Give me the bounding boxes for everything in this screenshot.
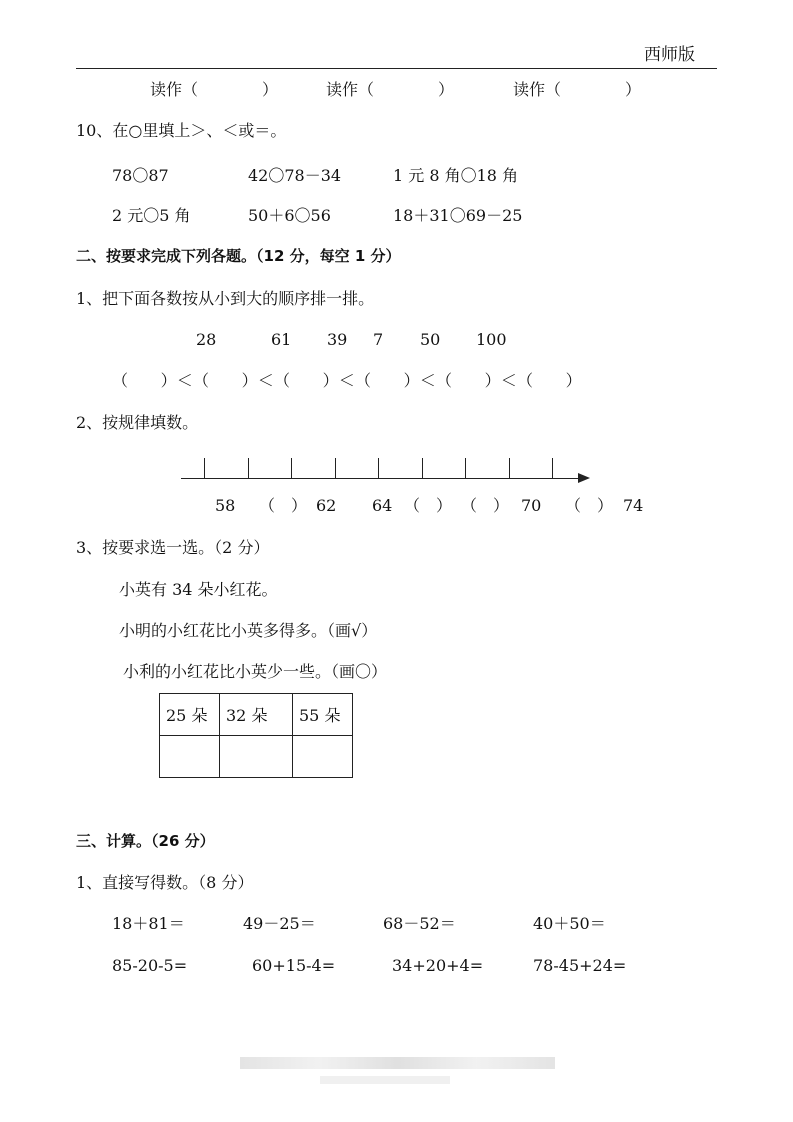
calc-item: 49－25＝ <box>243 914 316 933</box>
table-header-cell: 32 朵 <box>220 694 293 736</box>
q10-title: 10、在○里填上＞、＜或＝。 <box>76 121 287 140</box>
s2-q2-title: 2、按规律填数。 <box>76 413 199 432</box>
footer-watermark <box>320 1076 450 1084</box>
number-line-tick <box>291 458 292 479</box>
read-blank-3: 读作（ ） <box>513 80 642 99</box>
number-item: 61 <box>271 330 292 349</box>
number-line-label: （ ） <box>259 496 308 515</box>
number-line-tick <box>248 458 249 479</box>
number-line-label: （ ） <box>565 496 614 515</box>
number-line-arrow <box>578 473 590 483</box>
s2-q3-title: 3、按要求选一选。（2 分） <box>76 538 270 557</box>
calc-item: 34+20+4= <box>392 956 484 975</box>
number-item: 28 <box>196 330 217 349</box>
table-row <box>160 694 353 736</box>
q10-item: 2 元〇5 角 <box>112 206 191 225</box>
number-line-tick <box>509 458 510 479</box>
read-blank-1: 读作（ ） <box>150 80 279 99</box>
number-line-label: 70 <box>521 496 542 515</box>
number-item: 39 <box>327 330 348 349</box>
choice-table <box>159 693 353 778</box>
table-row <box>160 736 353 778</box>
s2-q3-line: 小英有 34 朵小红花。 <box>119 580 278 599</box>
answer-cell[interactable] <box>220 736 293 778</box>
number-line-label: （ ） <box>404 496 453 515</box>
calc-item: 18＋81＝ <box>112 914 185 933</box>
number-line-tick <box>204 458 205 479</box>
table-header-cell: 55 朵 <box>293 694 353 736</box>
calc-item: 68－52＝ <box>383 914 456 933</box>
number-item: 50 <box>420 330 441 349</box>
calc-item: 60+15-4= <box>252 956 336 975</box>
calc-item: 78-45+24= <box>533 956 627 975</box>
number-line-tick <box>465 458 466 479</box>
s2-q3-line: 小明的小红花比小英多得多。（画√） <box>119 621 378 640</box>
read-blank-2: 读作（ ） <box>326 80 455 99</box>
number-line-axis <box>181 478 583 479</box>
number-line-label: 58 <box>215 496 236 515</box>
number-line-tick <box>335 458 336 479</box>
number-item: 7 <box>373 330 384 349</box>
q10-item: 18＋31〇69－25 <box>393 206 523 225</box>
number-item: 100 <box>476 330 507 349</box>
footer-watermark <box>240 1057 555 1069</box>
s3-q1-title: 1、直接写得数。（8 分） <box>76 873 254 892</box>
s2-q3-line: 小利的小红花比小英少一些。（画〇） <box>123 662 388 681</box>
number-line-label: 62 <box>316 496 337 515</box>
header-divider <box>76 68 717 69</box>
order-row: （ ）＜（ ）＜（ ）＜（ ）＜（ ）＜（ ） <box>112 371 582 390</box>
calc-item: 85-20-5= <box>112 956 188 975</box>
q10-item: 1 元 8 角〇18 角 <box>393 166 519 185</box>
q10-item: 50＋6〇56 <box>248 206 331 225</box>
number-line-label: （ ） <box>461 496 510 515</box>
q10-item: 42〇78－34 <box>248 166 342 185</box>
section3-title: 三、计算。（26 分） <box>76 832 215 850</box>
number-line-tick <box>378 458 379 479</box>
section2-title: 二、按要求完成下列各题。（12 分，每空 1 分） <box>76 247 401 265</box>
edition-label: 西师版 <box>644 45 695 65</box>
table-header-cell: 25 朵 <box>160 694 220 736</box>
number-line-tick <box>552 458 553 479</box>
answer-cell[interactable] <box>293 736 353 778</box>
answer-cell[interactable] <box>160 736 220 778</box>
number-line-tick <box>422 458 423 479</box>
q10-item: 78〇87 <box>112 166 169 185</box>
number-line-label: 64 <box>372 496 393 515</box>
s2-q1-title: 1、把下面各数按从小到大的顺序排一排。 <box>76 289 375 308</box>
calc-item: 40＋50＝ <box>533 914 606 933</box>
number-line-label: 74 <box>623 496 644 515</box>
